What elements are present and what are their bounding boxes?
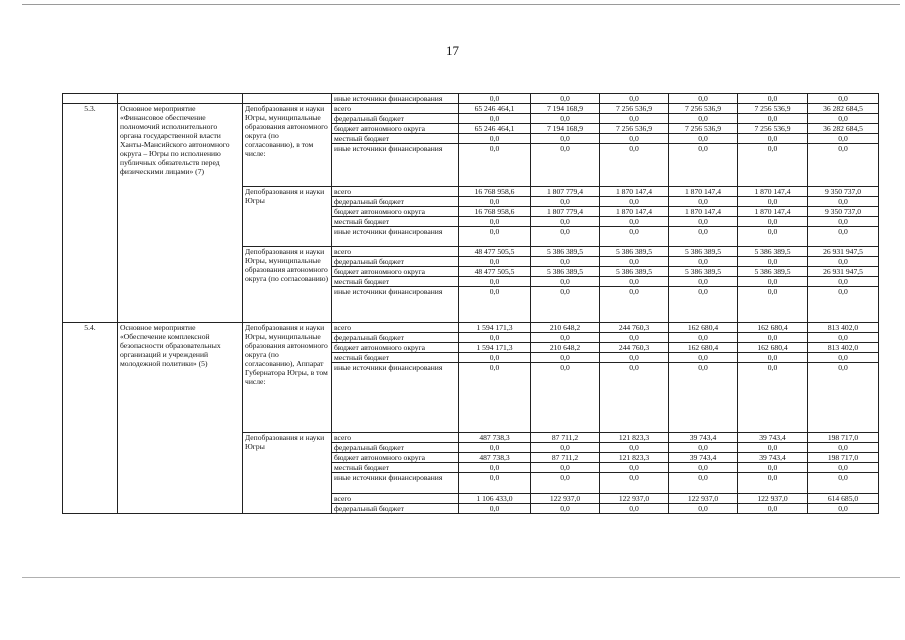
value-cell: 162 680,4 <box>669 323 738 333</box>
value-cell: 0,0 <box>738 114 808 124</box>
value-cell: 87 711,2 <box>531 453 600 463</box>
value-cell: 5 386 389,5 <box>531 267 600 277</box>
value-cell: 0,0 <box>531 353 600 363</box>
value-cell: 0,0 <box>808 144 879 187</box>
value-cell: 198 717,0 <box>808 433 879 443</box>
value-cell: 0,0 <box>669 463 738 473</box>
value-cell: 244 760,3 <box>600 323 669 333</box>
value-cell: 121 823,3 <box>600 433 669 443</box>
value-cell: 0,0 <box>738 94 808 104</box>
value-cell: 1 106 433,0 <box>459 494 531 504</box>
source-cell: иные источники финансирования <box>332 144 459 187</box>
source-cell: местный бюджет <box>332 277 459 287</box>
source-cell: местный бюджет <box>332 353 459 363</box>
value-cell: 1 870 147,4 <box>600 187 669 197</box>
value-cell: 0,0 <box>531 473 600 494</box>
value-cell: 0,0 <box>459 443 531 453</box>
value-cell: 0,0 <box>669 217 738 227</box>
value-cell: 487 738,3 <box>459 453 531 463</box>
value-cell: 122 937,0 <box>531 494 600 504</box>
value-cell: 7 256 536,9 <box>600 104 669 114</box>
value-cell: 0,0 <box>738 227 808 247</box>
source-cell: всего <box>332 187 459 197</box>
value-cell: 0,0 <box>531 114 600 124</box>
scan-bottom-edge <box>22 577 900 578</box>
executor-cell: Депобразования и науки Югры, муниципальные образования автономного округа (по согласованию), в том числе: <box>243 104 332 187</box>
table-row <box>63 94 879 104</box>
value-cell: 1 870 147,4 <box>669 207 738 217</box>
value-cell: 7 256 536,9 <box>600 124 669 134</box>
value-cell: 48 477 505,5 <box>459 247 531 257</box>
value-cell: 0,0 <box>669 134 738 144</box>
value-cell: 0,0 <box>808 463 879 473</box>
value-cell: 0,0 <box>808 363 879 433</box>
value-cell: 1 594 171,3 <box>459 323 531 333</box>
value-cell: 0,0 <box>531 227 600 247</box>
value-cell: 0,0 <box>738 277 808 287</box>
source-cell: всего <box>332 323 459 333</box>
value-cell: 0,0 <box>531 287 600 323</box>
value-cell: 1 870 147,4 <box>669 187 738 197</box>
value-cell: 0,0 <box>459 227 531 247</box>
value-cell: 0,0 <box>738 134 808 144</box>
value-cell: 0,0 <box>531 94 600 104</box>
value-cell: 0,0 <box>459 353 531 363</box>
source-cell: местный бюджет <box>332 134 459 144</box>
value-cell: 16 768 958,6 <box>459 187 531 197</box>
source-cell: федеральный бюджет <box>332 443 459 453</box>
table-row <box>63 104 879 114</box>
value-cell: 121 823,3 <box>600 453 669 463</box>
value-cell: 0,0 <box>600 473 669 494</box>
source-cell: федеральный бюджет <box>332 504 459 514</box>
value-cell: 39 743,4 <box>669 453 738 463</box>
value-cell: 122 937,0 <box>600 494 669 504</box>
value-cell: 0,0 <box>600 504 669 514</box>
value-cell: 26 931 947,5 <box>808 267 879 277</box>
value-cell: 0,0 <box>531 504 600 514</box>
value-cell: 26 931 947,5 <box>808 247 879 257</box>
value-cell: 0,0 <box>459 463 531 473</box>
value-cell: 0,0 <box>738 144 808 187</box>
value-cell: 0,0 <box>459 114 531 124</box>
value-cell: 0,0 <box>459 94 531 104</box>
value-cell: 0,0 <box>669 504 738 514</box>
item-number: 5.4. <box>63 323 118 514</box>
source-cell: всего <box>332 433 459 443</box>
value-cell: 0,0 <box>459 217 531 227</box>
value-cell: 0,0 <box>669 94 738 104</box>
source-cell: иные источники финансирования <box>332 94 459 104</box>
source-cell: всего <box>332 247 459 257</box>
value-cell: 0,0 <box>531 277 600 287</box>
value-cell: 0,0 <box>808 197 879 207</box>
value-cell: 0,0 <box>669 144 738 187</box>
value-cell: 0,0 <box>531 144 600 187</box>
scan-top-edge <box>22 4 900 5</box>
value-cell: 0,0 <box>459 333 531 343</box>
value-cell: 0,0 <box>669 473 738 494</box>
value-cell: 0,0 <box>459 277 531 287</box>
value-cell: 0,0 <box>459 144 531 187</box>
value-cell: 0,0 <box>808 353 879 363</box>
value-cell: 5 386 389,5 <box>600 267 669 277</box>
value-cell: 0,0 <box>600 227 669 247</box>
value-cell: 36 282 684,5 <box>808 124 879 134</box>
source-cell: федеральный бюджет <box>332 114 459 124</box>
source-cell: бюджет автономного округа <box>332 343 459 353</box>
executor-cell: Депобразования и науки Югры, муниципальные образования автономного округа (по согласованию), Аппарат Губернатора Югры, в том числе: <box>243 323 332 433</box>
value-cell: 5 386 389,5 <box>531 247 600 257</box>
source-cell: иные источники финансирования <box>332 287 459 323</box>
value-cell: 0,0 <box>531 363 600 433</box>
value-cell: 0,0 <box>459 473 531 494</box>
item-number: 5.3. <box>63 104 118 323</box>
value-cell: 0,0 <box>531 257 600 267</box>
value-cell: 0,0 <box>600 443 669 453</box>
value-cell: 0,0 <box>459 363 531 433</box>
value-cell: 0,0 <box>808 277 879 287</box>
activity-name: Основное мероприятие «Финансовое обеспечение полномочий исполнительного органа государственной власти Ханты-Мансийского автономного округа – Югры по исполнению публичных обязательств перед физическими лицами» (7) <box>118 104 243 323</box>
value-cell: 0,0 <box>808 257 879 267</box>
value-cell: 0,0 <box>531 443 600 453</box>
value-cell: 0,0 <box>808 443 879 453</box>
value-cell: 7 256 536,9 <box>669 124 738 134</box>
value-cell: 0,0 <box>808 227 879 247</box>
value-cell: 1 870 147,4 <box>738 207 808 217</box>
value-cell: 0,0 <box>738 217 808 227</box>
value-cell: 0,0 <box>669 257 738 267</box>
source-cell: федеральный бюджет <box>332 197 459 207</box>
source-cell: бюджет автономного округа <box>332 207 459 217</box>
source-cell: иные источники финансирования <box>332 473 459 494</box>
value-cell: 0,0 <box>669 277 738 287</box>
value-cell: 65 246 464,1 <box>459 124 531 134</box>
value-cell: 0,0 <box>808 134 879 144</box>
page-number: 17 <box>446 43 459 58</box>
value-cell: 0,0 <box>808 287 879 323</box>
value-cell: 0,0 <box>531 197 600 207</box>
value-cell: 0,0 <box>669 443 738 453</box>
value-cell: 0,0 <box>531 333 600 343</box>
value-cell: 0,0 <box>531 134 600 144</box>
value-cell: 0,0 <box>600 114 669 124</box>
value-cell: 0,0 <box>600 277 669 287</box>
value-cell: 0,0 <box>669 353 738 363</box>
value-cell: 7 194 168,9 <box>531 124 600 134</box>
value-cell: 122 937,0 <box>669 494 738 504</box>
value-cell: 210 648,2 <box>531 323 600 333</box>
value-cell: 162 680,4 <box>738 343 808 353</box>
value-cell: 0,0 <box>738 257 808 267</box>
value-cell: 0,0 <box>669 333 738 343</box>
source-cell: бюджет автономного округа <box>332 124 459 134</box>
value-cell: 5 386 389,5 <box>669 247 738 257</box>
value-cell: 614 685,0 <box>808 494 879 504</box>
source-cell: иные источники финансирования <box>332 227 459 247</box>
value-cell: 1 807 779,4 <box>531 207 600 217</box>
source-cell: местный бюджет <box>332 217 459 227</box>
value-cell: 87 711,2 <box>531 433 600 443</box>
value-cell: 0,0 <box>738 287 808 323</box>
value-cell: 39 743,4 <box>669 433 738 443</box>
source-cell: всего <box>332 104 459 114</box>
value-cell: 0,0 <box>600 217 669 227</box>
value-cell: 0,0 <box>808 217 879 227</box>
value-cell: 1 870 147,4 <box>600 207 669 217</box>
value-cell: 0,0 <box>600 257 669 267</box>
table-row <box>63 323 879 333</box>
value-cell: 0,0 <box>738 353 808 363</box>
value-cell: 0,0 <box>459 197 531 207</box>
activity-name: Основное мероприятие «Обеспечение комплексной безопасности образовательных организаций и учреждений молодежной политики» (5) <box>118 323 243 514</box>
value-cell: 0,0 <box>459 504 531 514</box>
value-cell: 0,0 <box>600 94 669 104</box>
value-cell: 244 760,3 <box>600 343 669 353</box>
value-cell: 9 350 737,0 <box>808 207 879 217</box>
value-cell: 162 680,4 <box>738 323 808 333</box>
value-cell: 0,0 <box>738 504 808 514</box>
value-cell: 1 594 171,3 <box>459 343 531 353</box>
value-cell: 5 386 389,5 <box>738 267 808 277</box>
value-cell: 0,0 <box>459 134 531 144</box>
value-cell: 0,0 <box>669 363 738 433</box>
value-cell: 813 402,0 <box>808 323 879 333</box>
value-cell: 0,0 <box>600 134 669 144</box>
value-cell: 39 743,4 <box>738 453 808 463</box>
source-cell: иные источники финансирования <box>332 363 459 433</box>
value-cell: 0,0 <box>600 333 669 343</box>
value-cell: 0,0 <box>738 363 808 433</box>
value-cell: 0,0 <box>531 217 600 227</box>
value-cell: 39 743,4 <box>738 433 808 443</box>
source-cell: федеральный бюджет <box>332 257 459 267</box>
value-cell: 0,0 <box>459 257 531 267</box>
value-cell: 198 717,0 <box>808 453 879 463</box>
source-cell: федеральный бюджет <box>332 333 459 343</box>
value-cell: 0,0 <box>600 353 669 363</box>
value-cell: 1 870 147,4 <box>738 187 808 197</box>
value-cell: 0,0 <box>531 463 600 473</box>
value-cell: 5 386 389,5 <box>600 247 669 257</box>
value-cell: 7 256 536,9 <box>738 124 808 134</box>
value-cell: 0,0 <box>808 94 879 104</box>
value-cell: 7 194 168,9 <box>531 104 600 114</box>
value-cell: 0,0 <box>738 463 808 473</box>
value-cell: 7 256 536,9 <box>669 104 738 114</box>
value-cell: 0,0 <box>808 473 879 494</box>
value-cell: 0,0 <box>669 197 738 207</box>
value-cell: 210 648,2 <box>531 343 600 353</box>
value-cell: 5 386 389,5 <box>669 267 738 277</box>
source-cell: местный бюджет <box>332 463 459 473</box>
value-cell: 162 680,4 <box>669 343 738 353</box>
value-cell: 0,0 <box>808 504 879 514</box>
value-cell: 0,0 <box>808 114 879 124</box>
value-cell: 0,0 <box>669 227 738 247</box>
value-cell: 0,0 <box>738 443 808 453</box>
value-cell: 5 386 389,5 <box>738 247 808 257</box>
value-cell: 0,0 <box>600 197 669 207</box>
value-cell: 9 350 737,0 <box>808 187 879 197</box>
value-cell: 0,0 <box>600 463 669 473</box>
executor-cell: Депобразования и науки Югры, муниципальные образования автономного округа (по согласованию) <box>243 247 332 323</box>
value-cell: 0,0 <box>669 114 738 124</box>
value-cell: 813 402,0 <box>808 343 879 353</box>
source-cell: бюджет автономного округа <box>332 453 459 463</box>
value-cell: 122 937,0 <box>738 494 808 504</box>
value-cell: 0,0 <box>738 197 808 207</box>
value-cell: 65 246 464,1 <box>459 104 531 114</box>
value-cell: 0,0 <box>738 333 808 343</box>
value-cell: 0,0 <box>669 287 738 323</box>
value-cell: 0,0 <box>600 287 669 323</box>
value-cell: 48 477 505,5 <box>459 267 531 277</box>
executor-cell: Депобразования и науки Югры <box>243 433 332 514</box>
source-cell: бюджет автономного округа <box>332 267 459 277</box>
value-cell: 0,0 <box>738 473 808 494</box>
value-cell: 0,0 <box>459 287 531 323</box>
value-cell: 7 256 536,9 <box>738 104 808 114</box>
value-cell: 1 807 779,4 <box>531 187 600 197</box>
value-cell: 0,0 <box>600 144 669 187</box>
executor-cell: Депобразования и науки Югры <box>243 187 332 247</box>
value-cell: 487 738,3 <box>459 433 531 443</box>
value-cell: 36 282 684,5 <box>808 104 879 114</box>
value-cell: 0,0 <box>600 363 669 433</box>
value-cell: 16 768 958,6 <box>459 207 531 217</box>
financing-table <box>62 93 879 514</box>
value-cell: 0,0 <box>808 333 879 343</box>
source-cell: всего <box>332 494 459 504</box>
